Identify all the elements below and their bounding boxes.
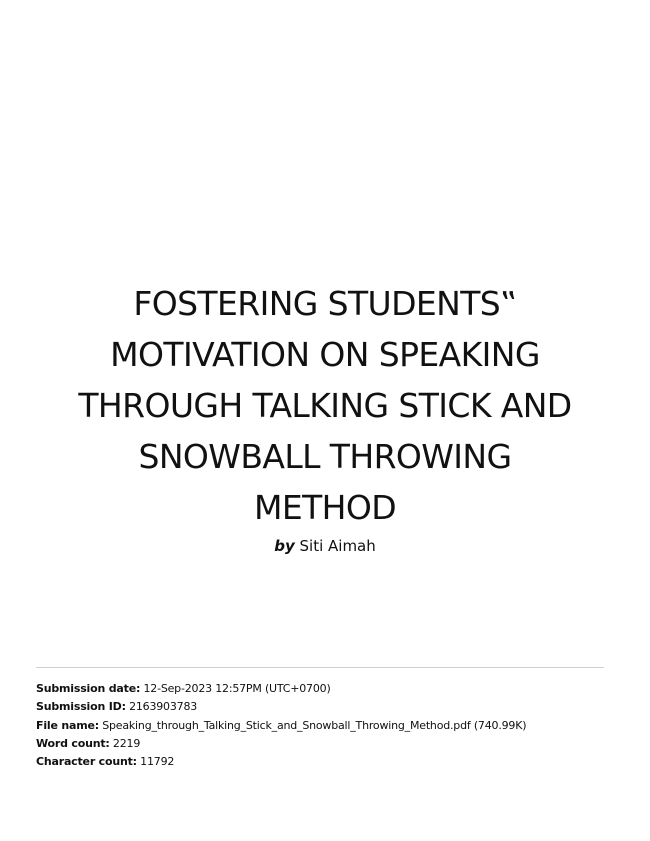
by-label: by [274, 537, 295, 555]
title-line: MOTIVATION ON SPEAKING [110, 335, 540, 374]
byline [20, 535, 630, 557]
submission-id-value: 2163903783 [129, 700, 198, 714]
submission-date-value: 12-Sep-2023 12:57PM (UTC+0700) [143, 682, 331, 695]
document-title [20, 278, 630, 533]
submission-id-label: Submission ID: [36, 700, 126, 714]
file-name-value: Speaking_through_Talking_Stick_and_Snowball_Throwing_Method.pdf (740.99K) [102, 718, 527, 732]
author-name: Siti Aimah [299, 537, 376, 555]
title-line: METHOD [253, 488, 397, 527]
title-line: SNOWBALL THROWING [138, 437, 512, 476]
character-count-value: 11792 [140, 755, 175, 769]
submission-date-label: Submission date: [36, 682, 141, 695]
character-count-row [36, 753, 616, 771]
title-line: FOSTERING STUDENTS‟ [133, 284, 517, 323]
divider [36, 667, 604, 668]
word-count-row [36, 735, 616, 753]
file-name-row [36, 717, 616, 735]
word-count-value: 2219 [112, 736, 141, 750]
submission-id-row [36, 698, 616, 716]
character-count-label: Character count: [36, 755, 137, 769]
title-line: THROUGH TALKING STICK AND [78, 386, 572, 425]
title-block [20, 278, 630, 557]
word-count-label: Word count: [36, 736, 110, 750]
file-name-label: File name: [36, 718, 99, 732]
submission-date-row [36, 680, 616, 698]
submission-info [36, 680, 616, 771]
